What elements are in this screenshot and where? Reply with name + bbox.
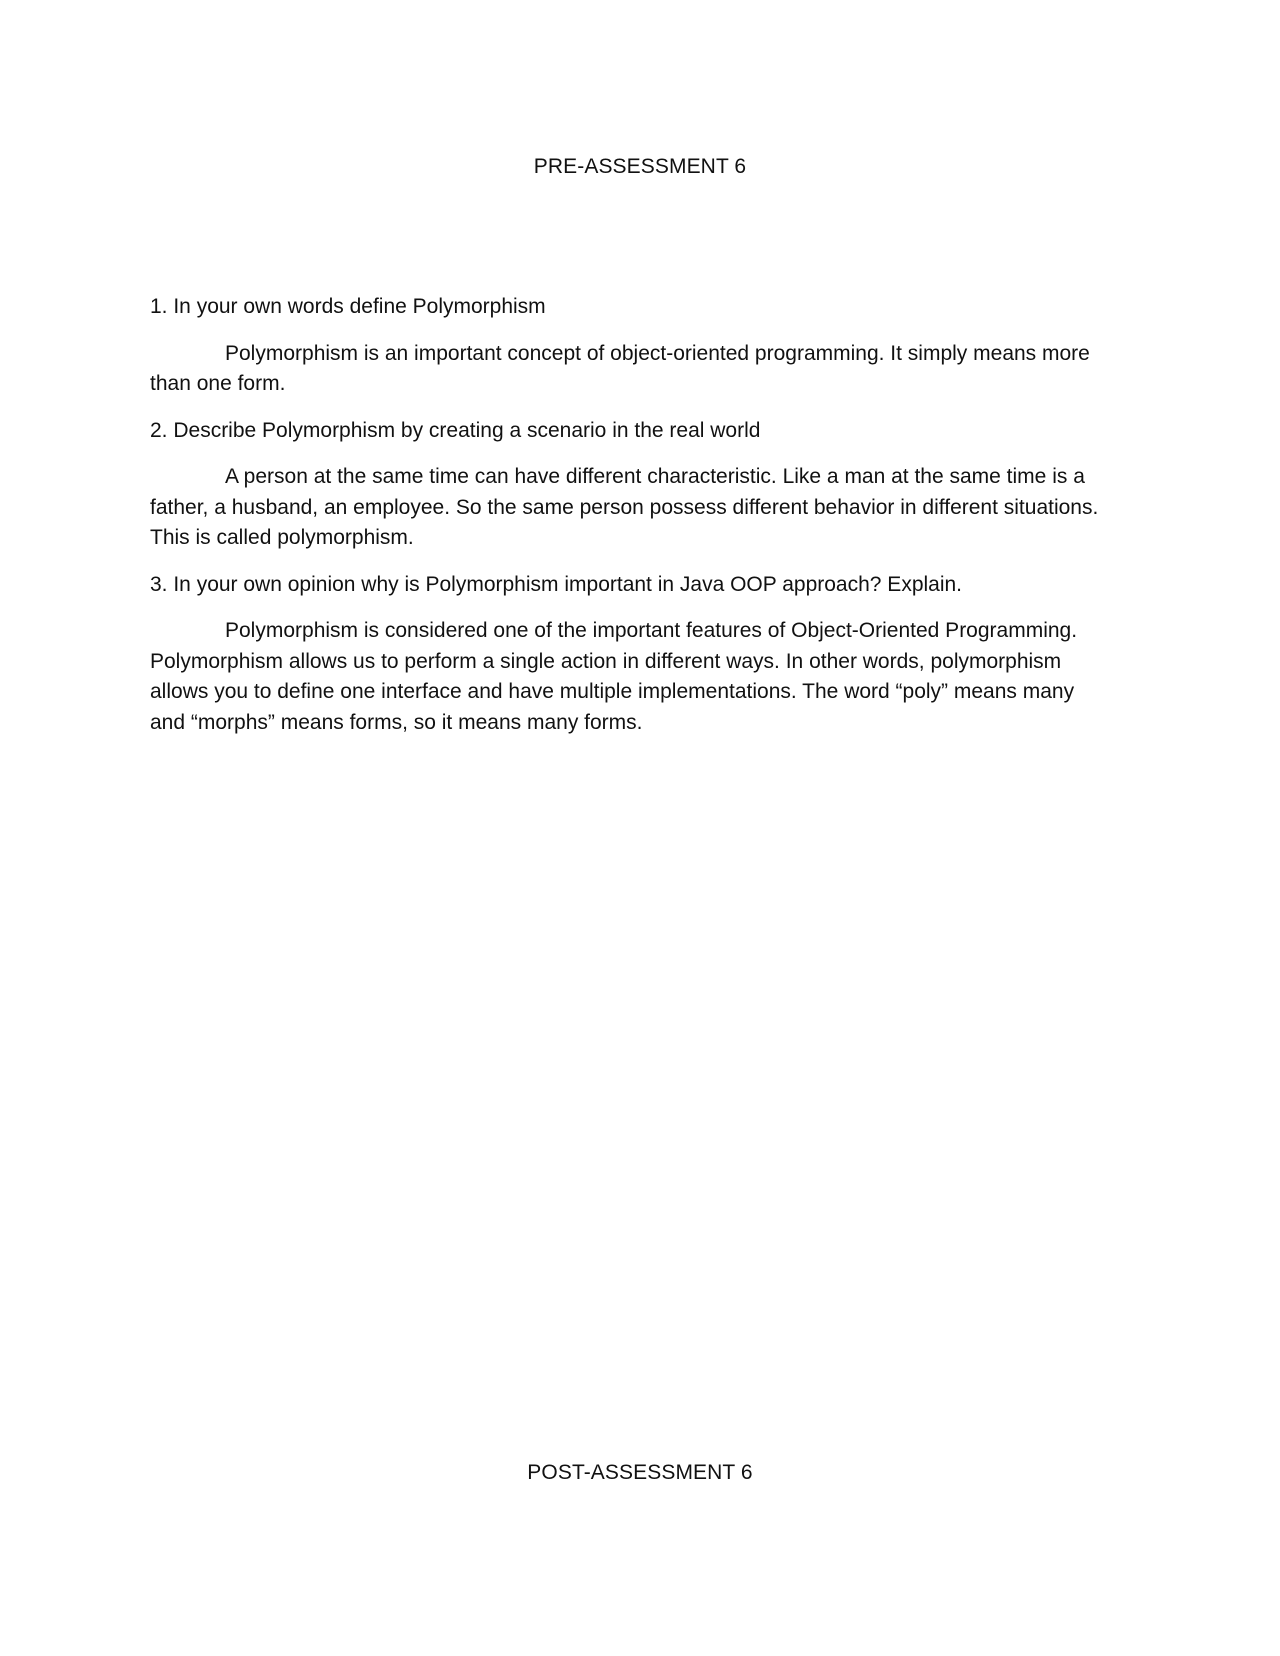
answer-2: A person at the same time can have different characteristic. Like a man at the same time is a father, a husband, an employee. So the same person possess different behavior in different situations. This is called polymorphism. <box>150 465 1099 549</box>
pre-assessment-title: PRE-ASSESSMENT 6 <box>533 155 747 178</box>
question-3: 3. In your own opinion why is Polymorphism important in Java OOP approach? Explain. <box>150 572 963 596</box>
qa-item-1 <box>150 292 1110 400</box>
question-1: 1. In your own words define Polymorphism <box>150 295 546 318</box>
qa-item-2 <box>150 416 1110 554</box>
qa-item-3 <box>150 570 1110 739</box>
answer-3: Polymorphism is considered one of the important features of Object-Oriented Programming. Polymorphism allows us to perform a single action in different ways. In other words, polymorphism allows you to define one interface and have multiple implementations. The word “poly” means many and “morphs” means forms, so it means many forms. <box>150 619 1078 734</box>
post-assessment-title: POST-ASSESSMENT 6 <box>527 1461 753 1484</box>
answer-1: Polymorphism is an important concept of object-oriented programming. It simply means more than one form. <box>150 341 1090 395</box>
document-body <box>150 292 1110 754</box>
question-2: 2. Describe Polymorphism by creating a scenario in the real world <box>150 418 761 442</box>
